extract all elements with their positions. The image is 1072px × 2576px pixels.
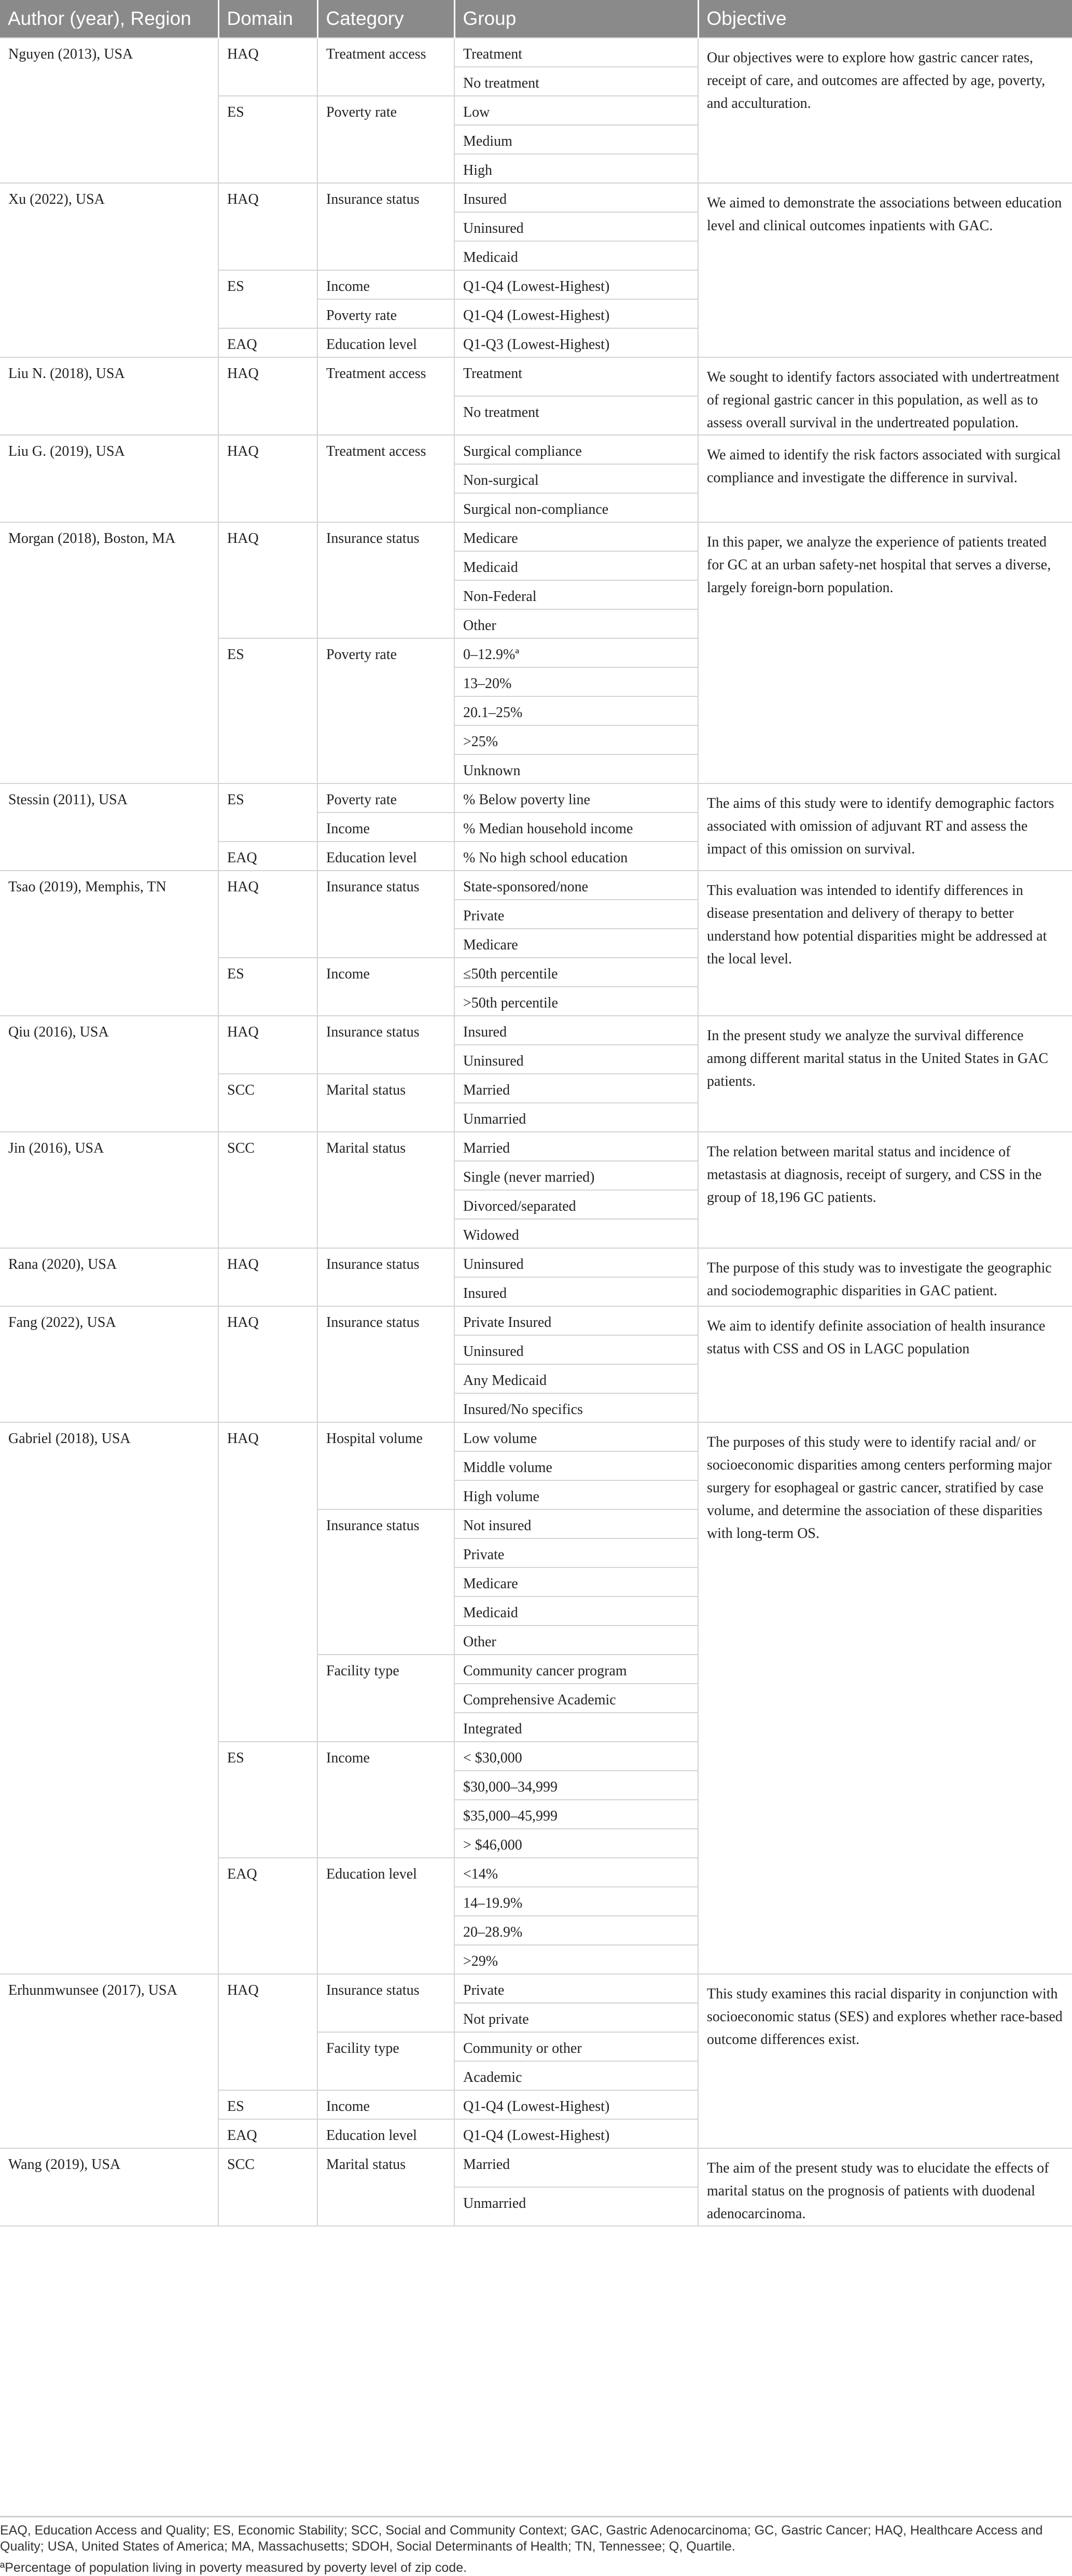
table-row <box>0 522 1072 551</box>
domain-cell: HAQ <box>218 183 317 270</box>
category-cell: Education level <box>317 842 454 871</box>
domain-cell: HAQ <box>218 435 317 522</box>
group-cell: Uninsured <box>454 212 698 241</box>
category-cell: Education level <box>317 328 454 357</box>
group-cell: Q1-Q4 (Lowest-Highest) <box>454 2090 698 2119</box>
domain-cell: HAQ <box>218 1422 317 1742</box>
group-cell: Insured/No specifics <box>454 1393 698 1422</box>
table-row <box>0 1016 1072 1045</box>
category-cell: Poverty rate <box>317 783 454 813</box>
group-cell: Not private <box>454 2003 698 2032</box>
author-cell: Rana (2020), USA <box>0 1248 218 1306</box>
group-cell: Non-surgical <box>454 464 698 493</box>
objective-cell: This study examines this racial disparity in conjunction with socioeconomic status (SES) and explores whether race-based outcome differences exist. <box>698 1974 1072 2148</box>
objective-cell: We aim to identify definite association of health insurance status with CSS and OS in LAGC population <box>698 1306 1072 1422</box>
group-cell: Comprehensive Academic <box>454 1684 698 1713</box>
category-cell: Income <box>317 2090 454 2119</box>
domain-cell: SCC <box>218 1074 317 1132</box>
domain-cell: ES <box>218 96 317 183</box>
category-cell: Marital status <box>317 1132 454 1248</box>
group-cell: >29% <box>454 1945 698 1974</box>
objective-cell: The aim of the present study was to elucidate the effects of marital status on the prognosis of patients with duodenal adenocarcinoma. <box>698 2148 1072 2226</box>
group-cell: $30,000–34,999 <box>454 1771 698 1800</box>
domain-cell: ES <box>218 958 317 1016</box>
group-cell: Insured <box>454 1016 698 1045</box>
group-cell: Community cancer program <box>454 1655 698 1684</box>
group-cell: Private <box>454 1538 698 1567</box>
objective-cell: The purpose of this study was to investigate the geographic and sociodemographic disparities in GAC patient. <box>698 1248 1072 1306</box>
group-cell: Married <box>454 1074 698 1103</box>
category-cell: Education level <box>317 1858 454 1974</box>
objective-cell: This evaluation was intended to identify differences in disease presentation and delivery of therapy to better understand how potential disparities might be addressed at the local level. <box>698 871 1072 1016</box>
category-cell: Insurance status <box>317 1248 454 1306</box>
group-cell: Medicaid <box>454 1597 698 1626</box>
domain-cell: EAQ <box>218 842 317 871</box>
category-cell: Hospital volume <box>317 1422 454 1509</box>
author-cell: Fang (2022), USA <box>0 1306 218 1422</box>
group-cell: % Median household income <box>454 813 698 842</box>
category-cell: Marital status <box>317 2148 454 2226</box>
domain-cell: HAQ <box>218 1306 317 1422</box>
domain-cell: ES <box>218 783 317 842</box>
category-cell: Treatment access <box>317 357 454 435</box>
group-cell: 0–12.9%ª <box>454 638 698 667</box>
group-cell: Private <box>454 1974 698 2003</box>
group-cell: Insured <box>454 1277 698 1306</box>
domain-cell: ES <box>218 1742 317 1858</box>
group-cell: Uninsured <box>454 1248 698 1277</box>
header-row <box>0 0 1072 38</box>
domain-cell: ES <box>218 2090 317 2119</box>
group-cell: % No high school education <box>454 842 698 871</box>
domain-cell: EAQ <box>218 2119 317 2148</box>
group-cell: State-sponsored/none <box>454 871 698 900</box>
header-author: Author (year), Region <box>0 0 218 38</box>
objective-cell: In this paper, we analyze the experience of patients treated for GC at an urban safety-net hospital that serves a diverse, largely foreign-born population. <box>698 522 1072 783</box>
group-cell: Any Medicaid <box>454 1364 698 1393</box>
category-cell: Insurance status <box>317 522 454 638</box>
author-cell: Liu N. (2018), USA <box>0 357 218 435</box>
group-cell: <14% <box>454 1858 698 1887</box>
group-cell: Treatment <box>454 38 698 67</box>
domain-cell: ES <box>218 270 317 328</box>
group-cell: Community or other <box>454 2032 698 2061</box>
domain-cell: HAQ <box>218 1016 317 1074</box>
category-cell: Poverty rate <box>317 638 454 783</box>
table-row <box>0 1248 1072 1277</box>
author-cell: Morgan (2018), Boston, MA <box>0 522 218 783</box>
domain-cell: HAQ <box>218 357 317 435</box>
objective-cell: Our objectives were to explore how gastric cancer rates, receipt of care, and outcomes are affected by age, poverty, and acculturation. <box>698 38 1072 183</box>
category-cell: Insurance status <box>317 1016 454 1074</box>
group-cell: ≤50th percentile <box>454 958 698 987</box>
group-cell: No treatment <box>454 67 698 96</box>
category-cell: Income <box>317 1742 454 1858</box>
group-cell: Unmarried <box>454 1103 698 1132</box>
category-cell: Education level <box>317 2119 454 2148</box>
group-cell: Not insured <box>454 1509 698 1538</box>
category-cell: Insurance status <box>317 871 454 958</box>
group-cell: < $30,000 <box>454 1742 698 1771</box>
category-cell: Insurance status <box>317 1509 454 1655</box>
group-cell: Low volume <box>454 1422 698 1451</box>
author-cell: Erhunmwunsee (2017), USA <box>0 1974 218 2148</box>
group-cell: Other <box>454 609 698 638</box>
group-cell: Surgical compliance <box>454 435 698 464</box>
group-cell: Married <box>454 2148 698 2187</box>
objective-cell: We aimed to identify the risk factors associated with surgical compliance and investigate the difference in survival. <box>698 435 1072 522</box>
category-cell: Insurance status <box>317 1974 454 2032</box>
header-group: Group <box>454 0 698 38</box>
table-row <box>0 1422 1072 1451</box>
group-cell: Divorced/separated <box>454 1190 698 1219</box>
domain-cell: EAQ <box>218 328 317 357</box>
group-cell: No treatment <box>454 396 698 435</box>
group-cell: Insured <box>454 183 698 212</box>
category-cell: Treatment access <box>317 435 454 522</box>
author-cell: Wang (2019), USA <box>0 2148 218 2226</box>
group-cell: > $46,000 <box>454 1829 698 1858</box>
group-cell: Non-Federal <box>454 580 698 609</box>
author-cell: Tsao (2019), Memphis, TN <box>0 871 218 1016</box>
author-cell: Jin (2016), USA <box>0 1132 218 1248</box>
group-cell: Unmarried <box>454 2187 698 2226</box>
table-row <box>0 2148 1072 2187</box>
domain-cell: HAQ <box>218 1248 317 1306</box>
group-cell: Medicaid <box>454 551 698 580</box>
group-cell: Private Insured <box>454 1306 698 1335</box>
group-cell: Married <box>454 1132 698 1161</box>
group-cell: 20–28.9% <box>454 1916 698 1945</box>
domain-cell: SCC <box>218 1132 317 1248</box>
group-cell: >50th percentile <box>454 987 698 1016</box>
table-body <box>0 38 1072 2226</box>
table-row <box>0 871 1072 900</box>
group-cell: Medicare <box>454 1567 698 1597</box>
group-cell: Medicaid <box>454 241 698 270</box>
group-cell: High <box>454 154 698 183</box>
category-cell: Insurance status <box>317 1306 454 1422</box>
table-row <box>0 783 1072 813</box>
category-cell: Marital status <box>317 1074 454 1132</box>
table-row <box>0 1306 1072 1335</box>
category-cell: Treatment access <box>317 38 454 96</box>
author-cell: Qiu (2016), USA <box>0 1016 218 1132</box>
category-cell: Income <box>317 270 454 299</box>
group-cell: $35,000–45,999 <box>454 1800 698 1829</box>
group-cell: 13–20% <box>454 667 698 696</box>
table-row <box>0 1974 1072 2003</box>
author-cell: Gabriel (2018), USA <box>0 1422 218 1974</box>
group-cell: Low <box>454 96 698 125</box>
table-row <box>0 435 1072 464</box>
group-cell: Q1-Q3 (Lowest-Highest) <box>454 328 698 357</box>
footnotes <box>0 2516 1072 2576</box>
group-cell: Medicare <box>454 522 698 551</box>
group-cell: >25% <box>454 725 698 754</box>
table-row <box>0 357 1072 396</box>
author-cell: Nguyen (2013), USA <box>0 38 218 183</box>
category-cell: Poverty rate <box>317 96 454 183</box>
domain-cell: ES <box>218 638 317 783</box>
group-cell: High volume <box>454 1480 698 1509</box>
header-category: Category <box>317 0 454 38</box>
group-cell: Q1-Q4 (Lowest-Highest) <box>454 299 698 328</box>
group-cell: % Below poverty line <box>454 783 698 813</box>
group-cell: Academic <box>454 2061 698 2090</box>
group-cell: Treatment <box>454 357 698 396</box>
group-cell: Unknown <box>454 754 698 783</box>
group-cell: Uninsured <box>454 1045 698 1074</box>
table-row <box>0 183 1072 212</box>
objective-cell: We aimed to demonstrate the associations between education level and clinical outcomes inpatients with GAC. <box>698 183 1072 357</box>
domain-cell: SCC <box>218 2148 317 2226</box>
group-cell: 14–19.9% <box>454 1887 698 1916</box>
group-cell: Single (never married) <box>454 1161 698 1190</box>
group-cell: Private <box>454 900 698 929</box>
domain-cell: EAQ <box>218 1858 317 1974</box>
group-cell: Q1-Q4 (Lowest-Highest) <box>454 270 698 299</box>
group-cell: Widowed <box>454 1219 698 1248</box>
domain-cell: HAQ <box>218 522 317 638</box>
domain-cell: HAQ <box>218 871 317 958</box>
category-cell: Poverty rate <box>317 299 454 328</box>
group-cell: Middle volume <box>454 1451 698 1480</box>
objective-cell: The purposes of this study were to identify racial and/ or socioeconomic disparities among centers performing major surgery for esophageal or gastric cancer, stratified by case volume, and determine the association of these disparities with long-term OS. <box>698 1422 1072 1974</box>
group-cell: Q1-Q4 (Lowest-Highest) <box>454 2119 698 2148</box>
header-domain: Domain <box>218 0 317 38</box>
category-cell: Facility type <box>317 2032 454 2090</box>
domain-cell: HAQ <box>218 1974 317 2090</box>
author-cell: Stessin (2011), USA <box>0 783 218 871</box>
group-cell: Medicare <box>454 929 698 958</box>
footnote-abbreviations: EAQ, Education Access and Quality; ES, Economic Stability; SCC, Social and Community Context; GAC, Gastric Adenocarcinoma; GC, Gastric Cancer; HAQ, Healthcare Access and Quality; USA, United States of America; MA, Massachusetts; SDOH, Social Determinants of Health; TN, Tennessee; Q, Quartile. <box>0 2523 1043 2554</box>
category-cell: Income <box>317 813 454 842</box>
group-cell: 20.1–25% <box>454 696 698 725</box>
group-cell: Integrated <box>454 1713 698 1742</box>
table-row <box>0 1132 1072 1161</box>
category-cell: Insurance status <box>317 183 454 270</box>
objective-cell: The relation between marital status and incidence of metastasis at diagnosis, receipt of surgery, and CSS in the group of 18,196 GC patients. <box>698 1132 1072 1248</box>
group-cell: Uninsured <box>454 1335 698 1364</box>
objective-cell: In the present study we analyze the survival difference among different marital status in the United States in GAC patients. <box>698 1016 1072 1132</box>
group-cell: Medium <box>454 125 698 154</box>
objective-cell: We sought to identify factors associated with undertreatment of regional gastric cancer in this population, as well as to assess overall survival in the undertreated population. <box>698 357 1072 435</box>
header-objective: Objective <box>698 0 1072 38</box>
group-cell: Surgical non-compliance <box>454 493 698 522</box>
footnote-poverty: ªPercentage of population living in poverty measured by poverty level of zip code. <box>0 2560 467 2575</box>
objective-cell: The aims of this study were to identify demographic factors associated with omission of adjuvant RT and assess the impact of this omission on survival. <box>698 783 1072 871</box>
author-cell: Liu G. (2019), USA <box>0 435 218 522</box>
group-cell: Other <box>454 1626 698 1655</box>
table-row <box>0 38 1072 67</box>
domain-cell: HAQ <box>218 38 317 96</box>
author-cell: Xu (2022), USA <box>0 183 218 357</box>
category-cell: Facility type <box>317 1655 454 1742</box>
category-cell: Income <box>317 958 454 1016</box>
